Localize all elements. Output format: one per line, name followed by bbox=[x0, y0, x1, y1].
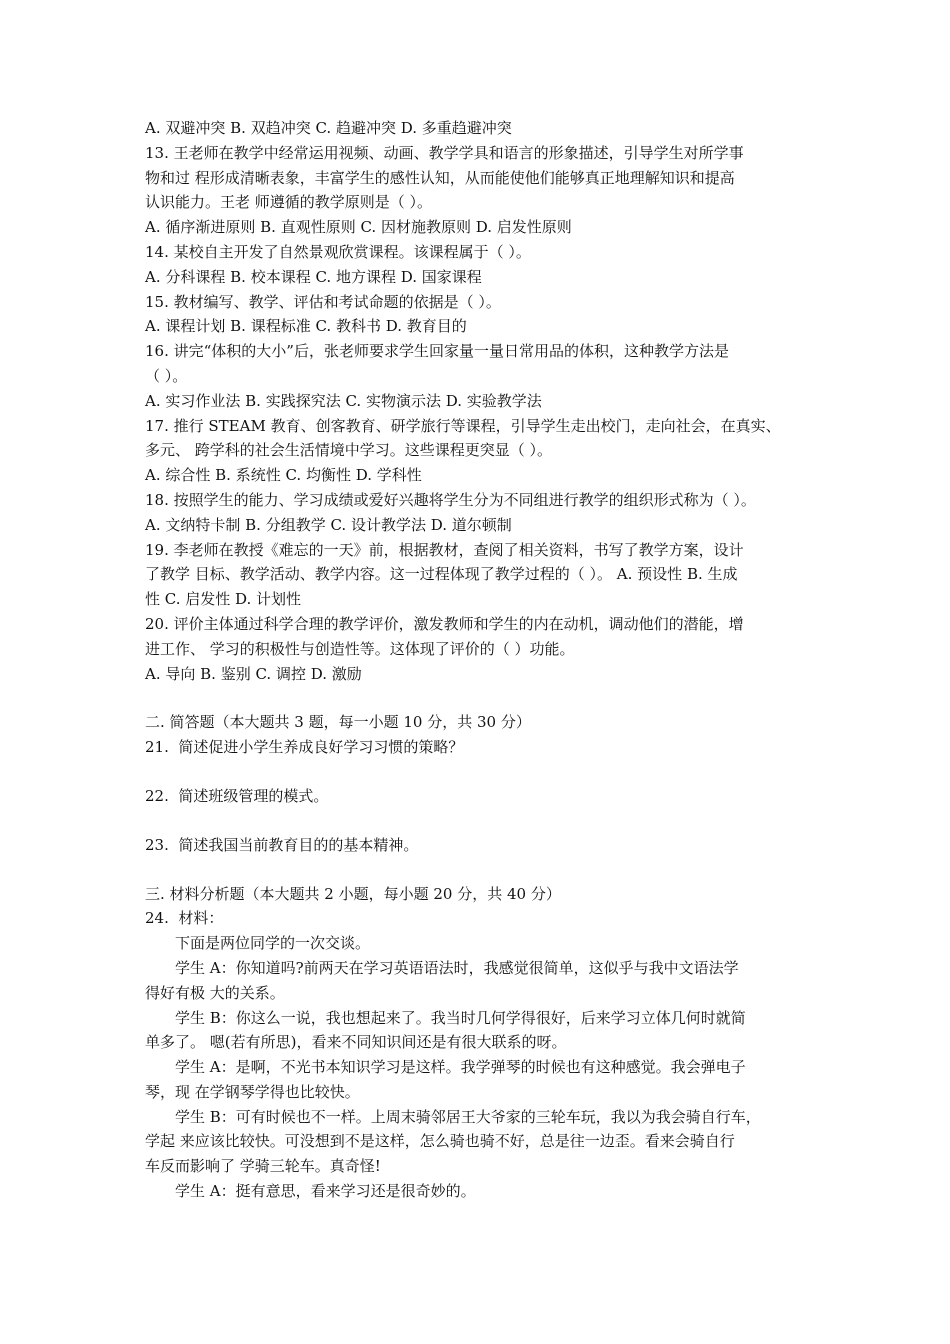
q13-stem-line: 物和过 程形成清晰表象，丰富学生的感性认知，从而能使他们能够真正地理解知识和提高 bbox=[145, 168, 735, 187]
q14-options: A. 分科课程 B. 校本课程 C. 地方课程 D. 国家课程 bbox=[145, 267, 482, 286]
q17-options: A. 综合性 B. 系统性 C. 均衡性 D. 学科性 bbox=[145, 466, 422, 485]
q13-stem-line: 13. 王老师在教学中经常运用视频、动画、教学学具和语言的形象描述，引导学生对所学事 bbox=[145, 143, 744, 162]
question-22: 22. 简述班级管理的模式。 bbox=[145, 786, 329, 805]
section-short-answer bbox=[145, 710, 815, 857]
q18-options: A. 文纳特卡制 B. 分组教学 C. 设计教学法 D. 道尔顿制 bbox=[145, 515, 512, 534]
q13-stem-line: 认识能力。王老 师遵循的教学原则是（ ）。 bbox=[145, 193, 433, 212]
question-19 bbox=[145, 538, 815, 612]
dialogue-line: 单多了。 嗯(若有所思)，看来不同知识间还是有很大联系的呀。 bbox=[145, 1033, 567, 1052]
q12-options: A. 双避冲突 B. 双趋冲突 C. 趋避冲突 D. 多重趋避冲突 bbox=[145, 119, 512, 137]
question-20 bbox=[145, 612, 815, 686]
question-17 bbox=[145, 414, 815, 488]
q17-stem-line: 多元、 跨学科的社会生活情境中学习。这些课程更突显（ ）。 bbox=[145, 441, 553, 460]
q16-stem-line: 16. 讲完“体积的大小”后，张老师要求学生回家量一量日常用品的体积，这种教学方法是 bbox=[145, 342, 729, 361]
dialogue-line: 学起 来应该比较快。可没想到不是这样，怎么骑也骑不好，总是往一边歪。看来会骑自行 bbox=[145, 1132, 735, 1151]
dialogue-line: 学生 A：是啊，不光书本知识学习是这样。我学弹琴的时候也有这种感觉。我会弹电子 bbox=[175, 1058, 746, 1077]
q13-options: A. 循序渐进原则 B. 直观性原则 C. 因材施教原则 D. 启发性原则 bbox=[145, 218, 572, 237]
material-intro: 下面是两位同学的一次交谈。 bbox=[175, 934, 371, 953]
q16-stem-line: （ ）。 bbox=[145, 366, 188, 385]
q15-options: A. 课程计划 B. 课程标准 C. 教科书 D. 教育目的 bbox=[145, 317, 467, 336]
section-heading: 三. 材料分析题（本大题共 2 小题，每小题 20 分，共 40 分） bbox=[145, 884, 561, 903]
question-23: 23. 简述我国当前教育目的的基本精神。 bbox=[145, 835, 419, 854]
q14-stem: 14. 某校自主开发了自然景观欣赏课程。该课程属于（ ）。 bbox=[145, 242, 531, 261]
q19-stem-line: 19. 李老师在教授《难忘的一天》前，根据教材，查阅了相关资料，书写了教学方案，设计 bbox=[145, 540, 744, 559]
question-15 bbox=[145, 290, 815, 340]
q20-stem-line: 20. 评价主体通过科学合理的教学评价，激发教师和学生的内在动机，调动他们的潜能，增 bbox=[145, 614, 744, 633]
dialogue-line: 学生 B：可有时候也不一样。上周末骑邻居王大爷家的三轮车玩，我以为我会骑自行车， bbox=[175, 1107, 761, 1126]
question-21: 21. 简述促进小学生养成良好学习习惯的策略？ bbox=[145, 738, 464, 757]
dialogue-line: 学生 A：挺有意思，看来学习还是很奇妙的。 bbox=[175, 1182, 476, 1201]
dialogue-line: 车反而影响了 学骑三轮车。真奇怪! bbox=[145, 1157, 381, 1176]
section-material-analysis bbox=[145, 882, 815, 1204]
question-13 bbox=[145, 141, 815, 240]
q19-stem-line: 了教学 目标、教学活动、教学内容。这一过程体现了教学过程的（ ）。 A. 预设性 B. 生成 bbox=[145, 565, 738, 584]
question-24-label: 24. 材料： bbox=[145, 909, 224, 928]
dialogue-line: 学生 A：你知道吗?前两天在学习英语语法时，我感觉很简单，这似乎与我中文语法学 bbox=[175, 958, 739, 977]
exam-page bbox=[145, 116, 815, 1204]
q19-stem-line: 性 C. 启发性 D. 计划性 bbox=[145, 590, 302, 609]
question-16 bbox=[145, 339, 815, 413]
question-18 bbox=[145, 488, 815, 538]
dialogue-line: 学生 B：你这么一说，我也想起来了。我当时几何学得很好，后来学习立体几何时就简 bbox=[175, 1008, 746, 1027]
q16-options: A. 实习作业法 B. 实践探究法 C. 实物演示法 D. 实验教学法 bbox=[145, 391, 542, 410]
q15-stem: 15. 教材编写、教学、评估和考试命题的依据是（ ）。 bbox=[145, 292, 501, 311]
section-heading: 二. 简答题（本大题共 3 题，每一小题 10 分，共 30 分） bbox=[145, 713, 531, 732]
dialogue-line: 琴，现 在学钢琴学得也比较快。 bbox=[145, 1082, 360, 1101]
dialogue-line: 得好有极 大的关系。 bbox=[145, 983, 285, 1002]
q20-stem-line: 进工作、 学习的积极性与创造性等。这体现了评价的（ ）功能。 bbox=[145, 639, 575, 658]
q17-stem-line: 17. 推行 STEAM 教育、创客教育、研学旅行等课程，引导学生走出校门，走向社会，在真实、 bbox=[145, 416, 781, 435]
q18-stem: 18. 按照学生的能力、学习成绩或爱好兴趣将学生分为不同组进行教学的组织形式称为（ ）。 bbox=[145, 490, 756, 509]
question-14 bbox=[145, 240, 815, 290]
q20-options: A. 导向 B. 鉴别 C. 调控 D. 激励 bbox=[145, 664, 362, 683]
